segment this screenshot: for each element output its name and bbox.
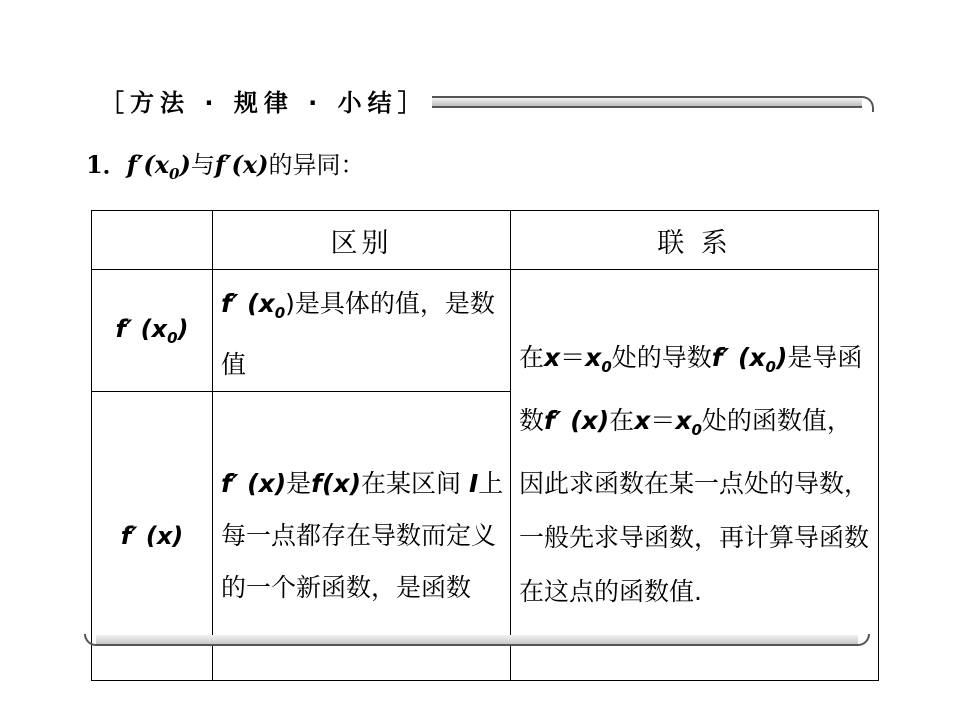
row2-diff-a: f′ (x) <box>221 469 287 498</box>
row2-diff-d: 在某区间 <box>361 469 469 498</box>
rel-p14: 处的函数值，因此求函数在某一点处的导数，一般先求导函数，再计算导函数在这点的函数值. <box>519 406 870 606</box>
rel-p9: f′ (x) <box>544 406 610 435</box>
header-relation-cell: 联 系 <box>511 211 879 270</box>
row1-label-post: ) <box>177 314 189 343</box>
point-lhs-close: ) <box>179 150 191 179</box>
point-lhs-x: x <box>154 150 170 179</box>
row1-diff <box>213 270 511 392</box>
table-header-row <box>92 211 879 270</box>
row2-label: f′ (x) <box>92 392 213 681</box>
point-rhs: f′(x) <box>214 150 269 179</box>
row1-diff-pre: f′ (x <box>221 289 275 318</box>
table-row <box>92 270 879 392</box>
point-number: 1． <box>86 150 127 179</box>
rel-p13-sub: 0 <box>691 421 702 439</box>
header-decorative-curl <box>858 96 874 112</box>
rel-p11: x <box>634 406 651 435</box>
row1-diff-sub: 0 <box>274 304 286 322</box>
rel-p1: 在 <box>519 343 545 372</box>
row1-label <box>92 270 213 392</box>
row1-diff-post: )是具体的值，是数值 <box>221 289 495 379</box>
rel-p5: 处的导数 <box>611 343 712 372</box>
relation-cell <box>511 270 879 681</box>
point-tail: 的异同： <box>268 151 365 179</box>
row2-diff-b: 是 <box>286 469 312 498</box>
row1-label-pre: f′ (x <box>115 314 168 343</box>
header-decorative-bar <box>432 96 862 108</box>
rel-p6-sub: 0 <box>765 358 776 376</box>
point-lhs-f: f′( <box>126 150 155 179</box>
footer-decorative-bracket <box>84 634 870 646</box>
row2-diff-c: f(x) <box>311 469 362 498</box>
point-lhs-sub: 0 <box>169 164 180 183</box>
rel-p4: x <box>585 343 602 372</box>
header-blank-cell <box>92 211 213 270</box>
rel-p2: x <box>544 343 561 372</box>
point-heading <box>86 145 365 183</box>
rel-p12: ＝ <box>650 406 676 435</box>
rel-p8: 是导函数 <box>519 343 863 435</box>
rel-p3: ＝ <box>560 343 586 372</box>
section-header <box>100 82 428 118</box>
rel-p10: 在 <box>609 406 635 435</box>
comparison-table <box>91 210 879 681</box>
row2-diff-f: 上每一点都存在导数而定义的一个新函数，是函数 <box>221 469 504 602</box>
row1-label-sub: 0 <box>167 328 178 347</box>
header-diff-cell: 区别 <box>213 211 511 270</box>
rel-p7: ) <box>775 343 788 372</box>
rel-p4-sub: 0 <box>601 358 612 376</box>
row2-diff-e: I <box>468 469 479 498</box>
rel-p6: f′ (x <box>711 343 766 372</box>
point-mid: 与 <box>190 151 215 179</box>
section-title: ［方法 · 规律 · 小结］ <box>100 88 428 117</box>
rel-p13: x <box>675 406 692 435</box>
